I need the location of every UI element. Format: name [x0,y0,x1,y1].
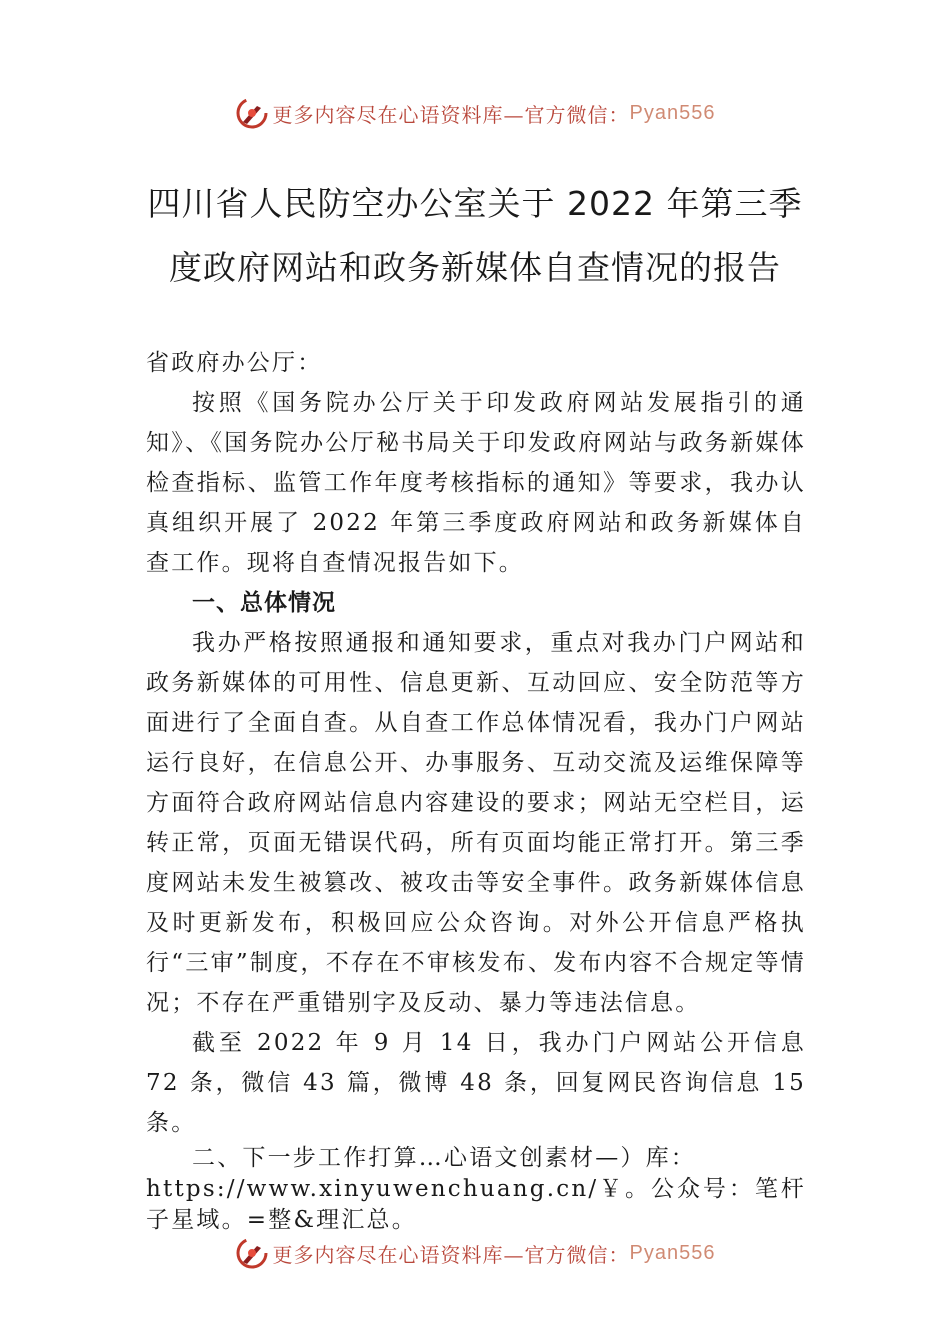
title-line-1: 四川省人民防空办公室关于 2022 年第三季 [147,184,803,223]
section-1-paragraph-1: 我办严格按照通报和通知要求，重点对我办门户网站和政务新媒体的可用性、信息更新、互动回应、安全防范等方面进行了全面自查。从自查工作总体情况看，我办门户网站运行良好，在信息公开、办事服务、互动交流及运维保障等方面符合政府网站信息内容建设的要求；网站无空栏目，运转正常，页面无错误代码，所有页面均能正常打开。第三季度网站未发生被篡改、被攻击等安全事件。政务新媒体信息及时更新发布，积极回应公众咨询。对外公开信息严格执行“三审”制度，不存在不审核发布、发布内容不合规定等情况；不存在严重错别字及反动、暴力等违法信息。 [146,630,806,1016]
watermark-contact: —官方微信： [503,1242,630,1267]
watermark-brand: 更多内容尽在心语资料库 [272,1242,504,1267]
section-1-paragraph-2: 截至 2022 年 9 月 14 日，我办门户网站公开信息 72 条，微信 43 篇，微博 48 条，回复网民咨询信息 15 条。 [146,1030,806,1136]
next-steps-line-1: 二、下一步工作打算…心语文创素材—）库： [192,1145,696,1171]
section-1-heading: 一、总体情况 [192,590,336,616]
watermark-id: Pyan556 [629,1241,716,1264]
brand-logo-icon [235,96,269,130]
watermark-id: Pyan556 [629,101,716,124]
watermark-brand: 更多内容尽在心语资料库 [272,102,504,127]
next-steps-paragraph [146,1143,806,1236]
next-steps-line-2: https://www.xinyuwenchuang.cn/￥。公众号：笔杆子星域。=整&理汇总。 [146,1176,806,1233]
document-title [100,172,850,300]
document-body [146,343,806,1236]
title-line-2: 度政府网站和政务新媒体自查情况的报告 [169,248,781,287]
brand-logo-icon [235,1236,269,1270]
watermark-footer [0,1236,950,1270]
watermark-contact: —官方微信： [503,102,630,127]
salutation: 省政府办公厅： [146,350,323,376]
watermark-header [0,96,950,130]
intro-paragraph: 按照《国务院办公厅关于印发政府网站发展指引的通知》、《国务院办公厅秘书局关于印发政府网站与政务新媒体检查指标、监管工作年度考核指标的通知》等要求，我办认真组织开展了 2022 年第三季度政府网站和政务新媒体自查工作。现将自查情况报告如下。 [146,390,806,576]
